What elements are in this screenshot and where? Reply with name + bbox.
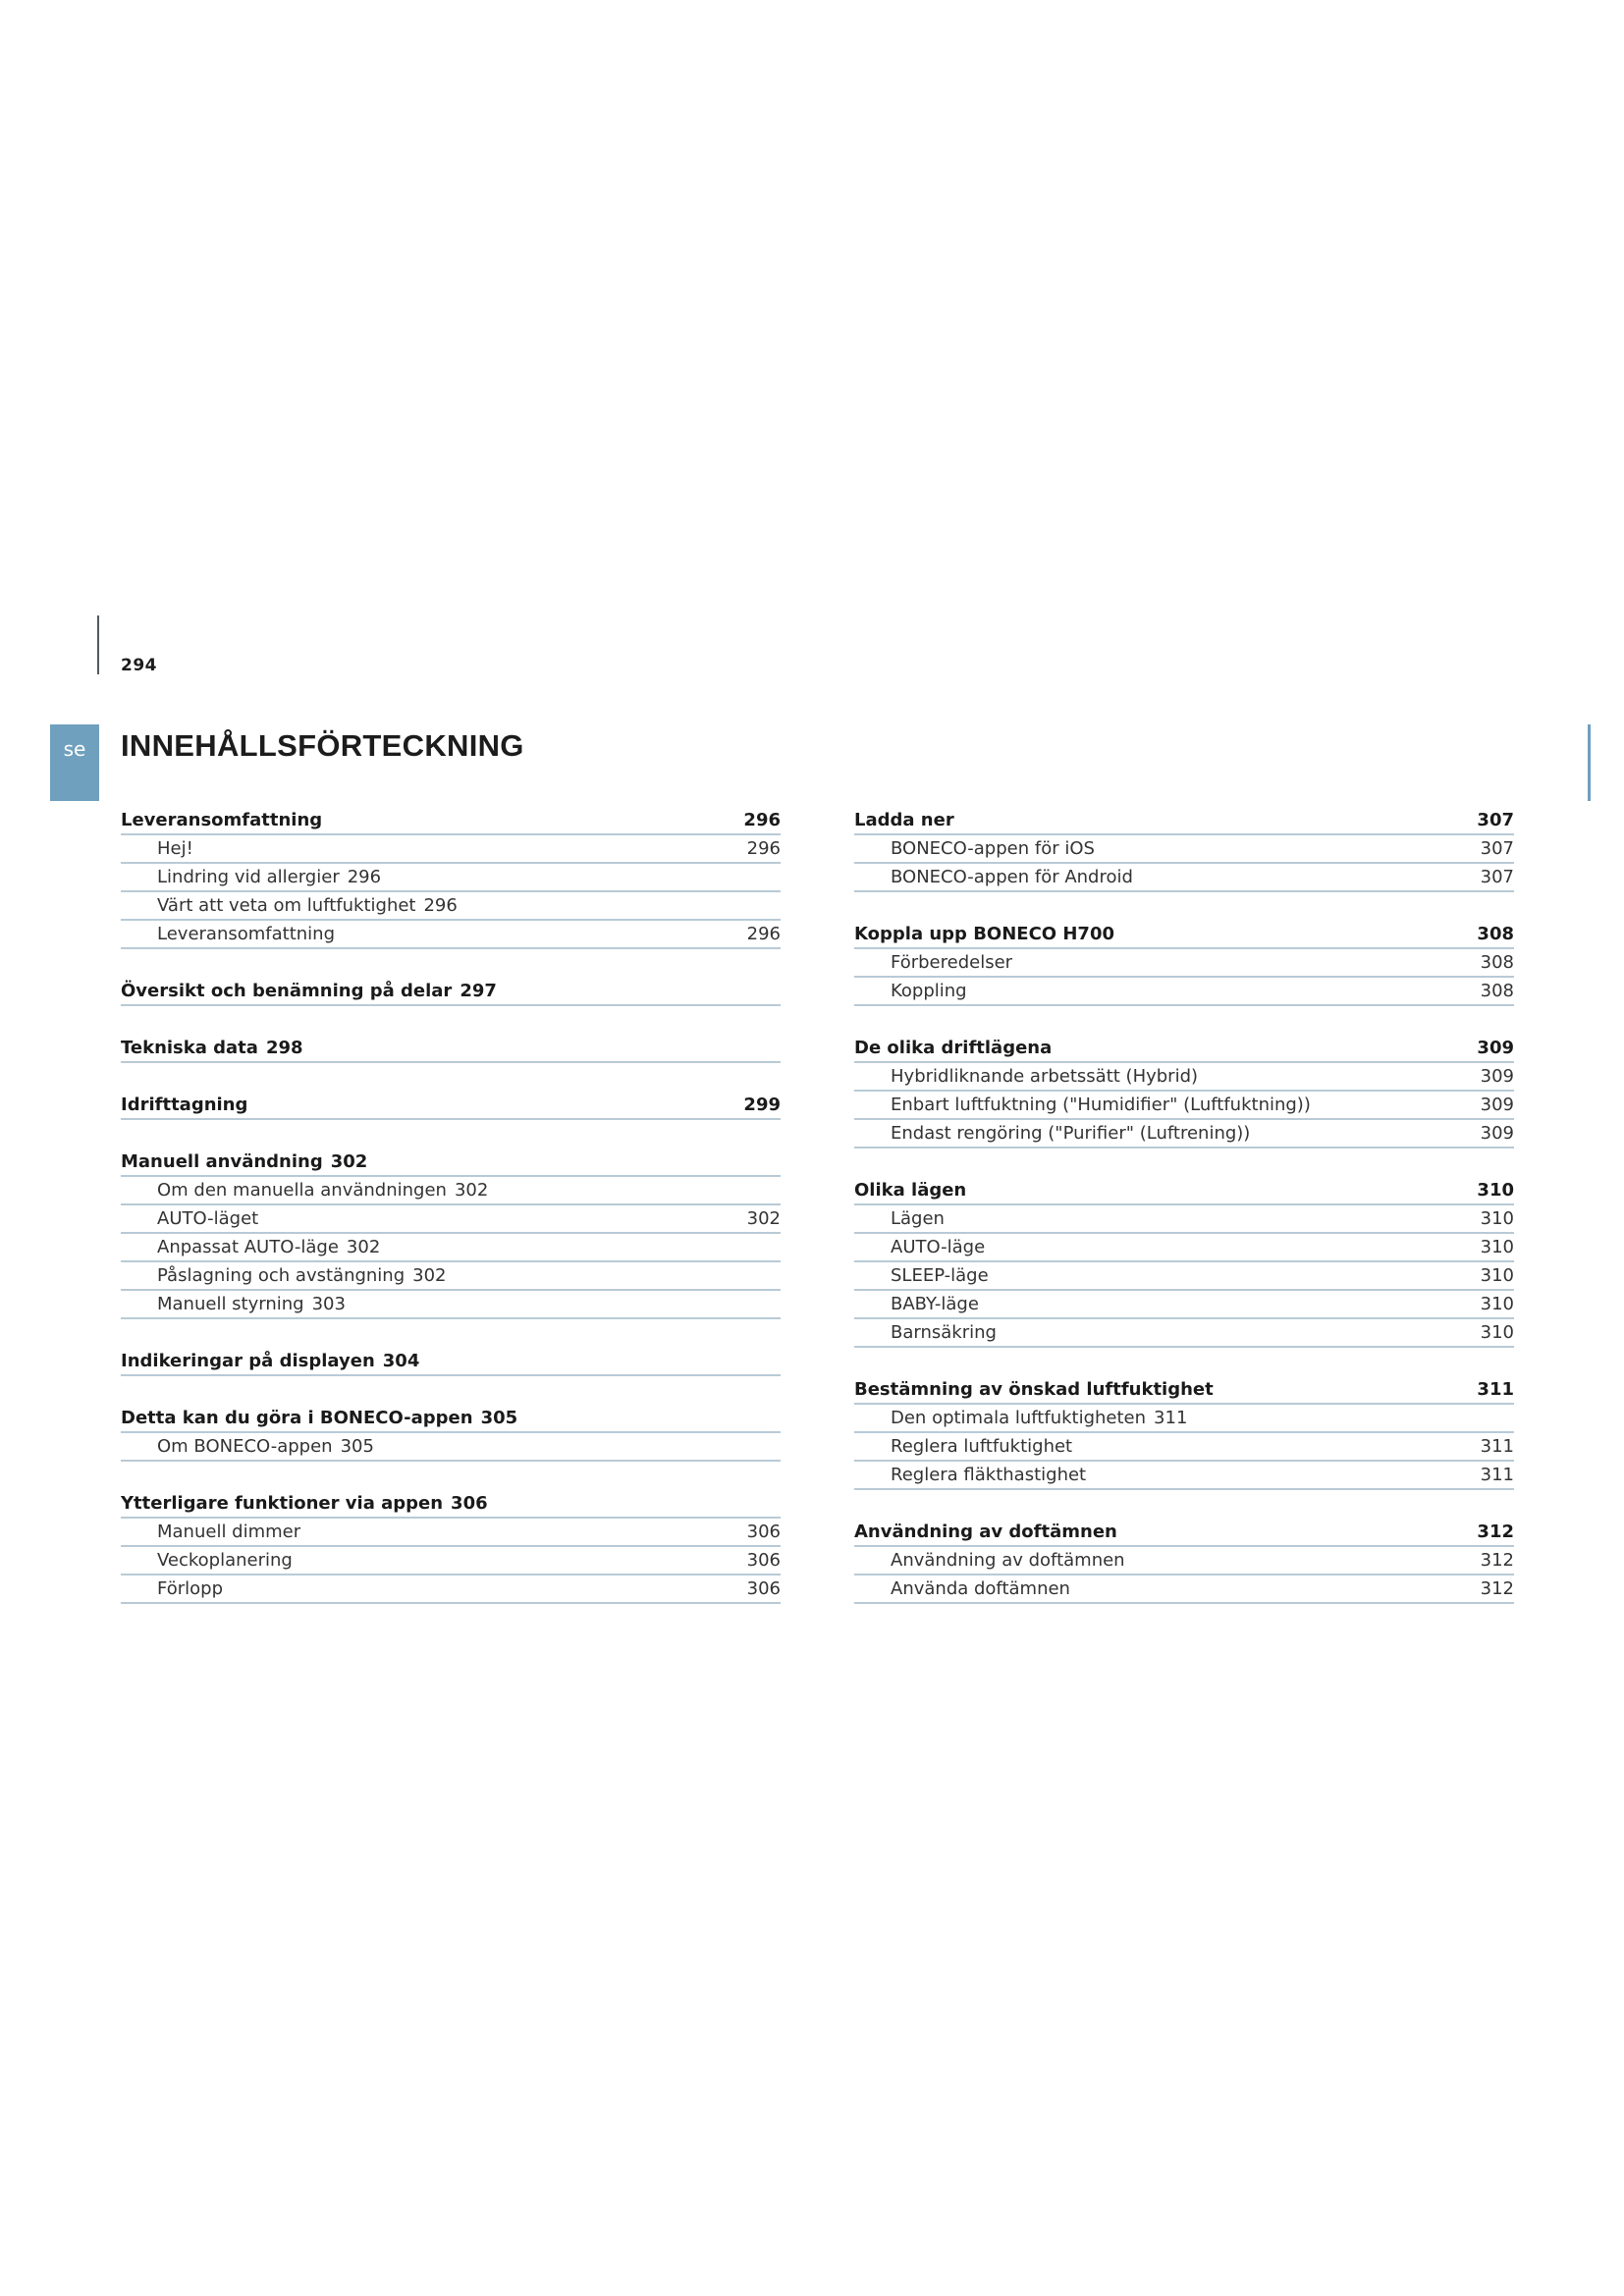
- toc-entry-label: Koppla upp BONECO H700: [854, 924, 1114, 944]
- toc-entry-label: Om BONECO-appen: [157, 1436, 333, 1457]
- toc-entry-label: Manuell dimmer: [157, 1522, 301, 1542]
- toc-entry-label: Om den manuella användningen: [157, 1180, 447, 1201]
- toc-page-number: 312: [1480, 1550, 1514, 1571]
- toc-spacer: [121, 1063, 781, 1092]
- toc-page-number: 307: [1477, 810, 1514, 830]
- toc-column-left: [121, 807, 781, 1604]
- toc-entry-om-boneco-appen[interactable]: [121, 1433, 781, 1462]
- toc-entry-forlopp[interactable]: [121, 1575, 781, 1604]
- toc-spacer: [121, 1120, 781, 1148]
- toc-page-number: 309: [1480, 1123, 1514, 1144]
- toc-entry-barnsakring[interactable]: [854, 1319, 1514, 1348]
- toc-entry-om-den-manuella-anvandningen[interactable]: [121, 1177, 781, 1205]
- toc-entry-veckoplanering[interactable]: [121, 1547, 781, 1575]
- toc-spacer: [121, 1319, 781, 1348]
- toc-entry-label: Leveransomfattning: [121, 810, 323, 830]
- toc-entry-label: Lindring vid allergier: [157, 867, 340, 887]
- toc-section-detta-kan-du-gora-i-boneco-appen[interactable]: [121, 1405, 781, 1433]
- toc-page-number: 302: [330, 1151, 368, 1172]
- toc-section-tekniska-data[interactable]: [121, 1035, 781, 1063]
- toc-entry-label: Manuell styrning: [157, 1294, 304, 1314]
- toc-entry-enbart-luftfuktning-humidifier-luftfuktning[interactable]: [854, 1092, 1514, 1120]
- toc-entry-label: Användning av doftämnen: [854, 1522, 1117, 1542]
- toc-page-number: 302: [454, 1180, 489, 1201]
- toc-entry-label: Använda doftämnen: [891, 1578, 1070, 1599]
- toc-page-number: 311: [1480, 1436, 1514, 1457]
- toc-section-idrifttagning[interactable]: [121, 1092, 781, 1120]
- toc-page-number: 306: [746, 1522, 781, 1542]
- toc-section-olika-lagen[interactable]: [854, 1177, 1514, 1205]
- toc-page-number: 302: [746, 1208, 781, 1229]
- toc-entry-label: Hej!: [157, 838, 193, 859]
- toc-entry-label: Reglera luftfuktighet: [891, 1436, 1073, 1457]
- toc-entry-label: Indikeringar på displayen: [121, 1351, 375, 1371]
- toc-entry-auto-laget[interactable]: [121, 1205, 781, 1234]
- toc-entry-label: SLEEP-läge: [891, 1265, 989, 1286]
- toc-section-oversikt-och-benamning-pa-delar[interactable]: [121, 978, 781, 1006]
- toc-page-number: 312: [1477, 1522, 1514, 1542]
- toc-entry-label: BONECO-appen för Android: [891, 867, 1133, 887]
- toc-entry-baby-lage[interactable]: [854, 1291, 1514, 1319]
- toc-page-number: 307: [1480, 867, 1514, 887]
- toc-section-koppla-upp-boneco-h700[interactable]: [854, 921, 1514, 949]
- toc-spacer: [854, 1348, 1514, 1376]
- toc-entry-label: Ytterligare funktioner via appen: [121, 1493, 444, 1514]
- toc-entry-label: Den optimala luftfuktigheten: [891, 1408, 1147, 1428]
- toc-entry-hej[interactable]: [121, 835, 781, 864]
- toc-page-number: 296: [743, 810, 781, 830]
- toc-entry-label: Manuell användning: [121, 1151, 323, 1172]
- toc-entry-lindring-vid-allergier[interactable]: [121, 864, 781, 892]
- toc-entry-boneco-appen-for-android[interactable]: [854, 864, 1514, 892]
- toc-page-number: 310: [1480, 1322, 1514, 1343]
- toc-page-number: 296: [746, 924, 781, 944]
- toc-section-ytterligare-funktioner-via-appen[interactable]: [121, 1490, 781, 1519]
- toc-entry-label: BABY-läge: [891, 1294, 979, 1314]
- toc-page-number: 308: [1480, 952, 1514, 973]
- toc-page-number: 306: [451, 1493, 488, 1514]
- toc-entry-leveransomfattning[interactable]: [121, 921, 781, 949]
- toc-section-manuell-anvandning[interactable]: [121, 1148, 781, 1177]
- toc-spacer: [854, 1006, 1514, 1035]
- toc-page-number: 297: [460, 981, 497, 1001]
- toc-entry-label: Olika lägen: [854, 1180, 967, 1201]
- toc-page-number: 311: [1480, 1465, 1514, 1485]
- toc-page-number: 308: [1477, 924, 1514, 944]
- toc-entry-hybridliknande-arbetssatt-hybrid[interactable]: [854, 1063, 1514, 1092]
- toc-page-number: 309: [1477, 1038, 1514, 1058]
- toc-spacer: [121, 1006, 781, 1035]
- toc-entry-label: Ladda ner: [854, 810, 954, 830]
- language-tab: se: [50, 724, 99, 801]
- toc-page-number: 310: [1480, 1265, 1514, 1286]
- toc-spacer: [854, 1148, 1514, 1177]
- toc-entry-label: Hybridliknande arbetssätt (Hybrid): [891, 1066, 1199, 1087]
- toc-entry-label: Användning av doftämnen: [891, 1550, 1125, 1571]
- toc-page-number: 303: [311, 1294, 346, 1314]
- toc-page-number: 302: [346, 1237, 381, 1257]
- toc-page-number: 296: [423, 895, 458, 916]
- toc-page-number: 309: [1480, 1095, 1514, 1115]
- toc-entry-paslagning-och-avstangning[interactable]: [121, 1262, 781, 1291]
- toc-entry-manuell-dimmer[interactable]: [121, 1519, 781, 1547]
- toc-entry-label: Reglera fläkthastighet: [891, 1465, 1087, 1485]
- toc-spacer: [854, 1490, 1514, 1519]
- toc-page-number: 311: [1477, 1379, 1514, 1400]
- toc-entry-label: Förberedelser: [891, 952, 1013, 973]
- toc-entry-label: Förlopp: [157, 1578, 223, 1599]
- toc-entry-label: BONECO-appen för iOS: [891, 838, 1095, 859]
- toc-page-number: 310: [1480, 1237, 1514, 1257]
- toc-entry-koppling[interactable]: [854, 978, 1514, 1006]
- toc-section-leveransomfattning[interactable]: [121, 807, 781, 835]
- toc-entry-label: Endast rengöring ("Purifier" (Luftrening)): [891, 1123, 1251, 1144]
- toc-section-indikeringar-pa-displayen[interactable]: [121, 1348, 781, 1376]
- toc-entry-boneco-appen-for-ios[interactable]: [854, 835, 1514, 864]
- toc-page-number: 299: [743, 1095, 781, 1115]
- toc-spacer: [121, 949, 781, 978]
- toc-spacer: [121, 1376, 781, 1405]
- toc-entry-label: Lägen: [891, 1208, 945, 1229]
- toc-entry-auto-lage[interactable]: [854, 1234, 1514, 1262]
- toc-section-bestamning-av-onskad-luftfuktighet[interactable]: [854, 1376, 1514, 1405]
- toc-page-number: 296: [347, 867, 382, 887]
- toc-page-number: 307: [1480, 838, 1514, 859]
- toc-entry-endast-rengoring-purifier-luftrening[interactable]: [854, 1120, 1514, 1148]
- toc-entry-forberedelser[interactable]: [854, 949, 1514, 978]
- toc-page-number: 305: [340, 1436, 374, 1457]
- toc-entry-reglera-luftfuktighet[interactable]: [854, 1433, 1514, 1462]
- edge-marker: [1588, 724, 1591, 801]
- page-number: 294: [121, 656, 157, 675]
- toc-page-number: 312: [1480, 1578, 1514, 1599]
- toc-entry-den-optimala-luftfuktigheten[interactable]: [854, 1405, 1514, 1433]
- toc-page-number: 302: [412, 1265, 447, 1286]
- toc-entry-label: Anpassat AUTO-läge: [157, 1237, 339, 1257]
- toc-page-number: 298: [265, 1038, 303, 1058]
- toc-section-de-olika-driftlagena[interactable]: [854, 1035, 1514, 1063]
- toc-entry-anvandning-av-doftamnen[interactable]: [854, 1547, 1514, 1575]
- toc-page-number: 311: [1154, 1408, 1188, 1428]
- toc-entry-label: AUTO-läge: [891, 1237, 986, 1257]
- toc-page-number: 306: [746, 1578, 781, 1599]
- toc-section-ladda-ner[interactable]: [854, 807, 1514, 835]
- toc-section-anvandning-av-doftamnen[interactable]: [854, 1519, 1514, 1547]
- toc-page-number: 310: [1477, 1180, 1514, 1201]
- toc-entry-sleep-lage[interactable]: [854, 1262, 1514, 1291]
- toc-entry-manuell-styrning[interactable]: [121, 1291, 781, 1319]
- toc-entry-label: Detta kan du göra i BONECO-appen: [121, 1408, 473, 1428]
- toc-entry-anvanda-doftamnen[interactable]: [854, 1575, 1514, 1604]
- toc-page-number: 310: [1480, 1208, 1514, 1229]
- toc-page-number: 304: [382, 1351, 420, 1371]
- page-title: INNEHÅLLSFÖRTECKNING: [121, 728, 524, 763]
- toc-entry-label: Bestämning av önskad luftfuktighet: [854, 1379, 1214, 1400]
- toc-spacer: [854, 892, 1514, 921]
- toc-entry-vart-att-veta-om-luftfuktighet[interactable]: [121, 892, 781, 921]
- toc-page-number: 309: [1480, 1066, 1514, 1087]
- toc-entry-label: Barnsäkring: [891, 1322, 997, 1343]
- toc-page-number: 296: [746, 838, 781, 859]
- toc-entry-label: AUTO-läget: [157, 1208, 259, 1229]
- toc-entry-label: Koppling: [891, 981, 967, 1001]
- toc-entry-label: Idrifttagning: [121, 1095, 248, 1115]
- toc-page-number: 306: [746, 1550, 781, 1571]
- toc-entry-label: Veckoplanering: [157, 1550, 293, 1571]
- toc-entry-reglera-flakthastighet[interactable]: [854, 1462, 1514, 1490]
- toc-page-number: 310: [1480, 1294, 1514, 1314]
- toc-entry-label: Värt att veta om luftfuktighet: [157, 895, 416, 916]
- toc-entry-label: Påslagning och avstängning: [157, 1265, 406, 1286]
- toc-entry-anpassat-auto-lage[interactable]: [121, 1234, 781, 1262]
- toc-page-number: 305: [480, 1408, 518, 1428]
- toc-entry-label: Översikt och benämning på delar: [121, 981, 453, 1001]
- toc-entry-label: Leveransomfattning: [157, 924, 336, 944]
- toc-column-right: [854, 807, 1514, 1604]
- page-number-rule: [97, 615, 99, 674]
- toc-entry-label: De olika driftlägena: [854, 1038, 1053, 1058]
- toc-entry-lagen[interactable]: [854, 1205, 1514, 1234]
- toc-entry-label: Tekniska data: [121, 1038, 258, 1058]
- toc-spacer: [121, 1462, 781, 1490]
- toc-page-number: 308: [1480, 981, 1514, 1001]
- toc-entry-label: Enbart luftfuktning ("Humidifier" (Luftfuktning)): [891, 1095, 1311, 1115]
